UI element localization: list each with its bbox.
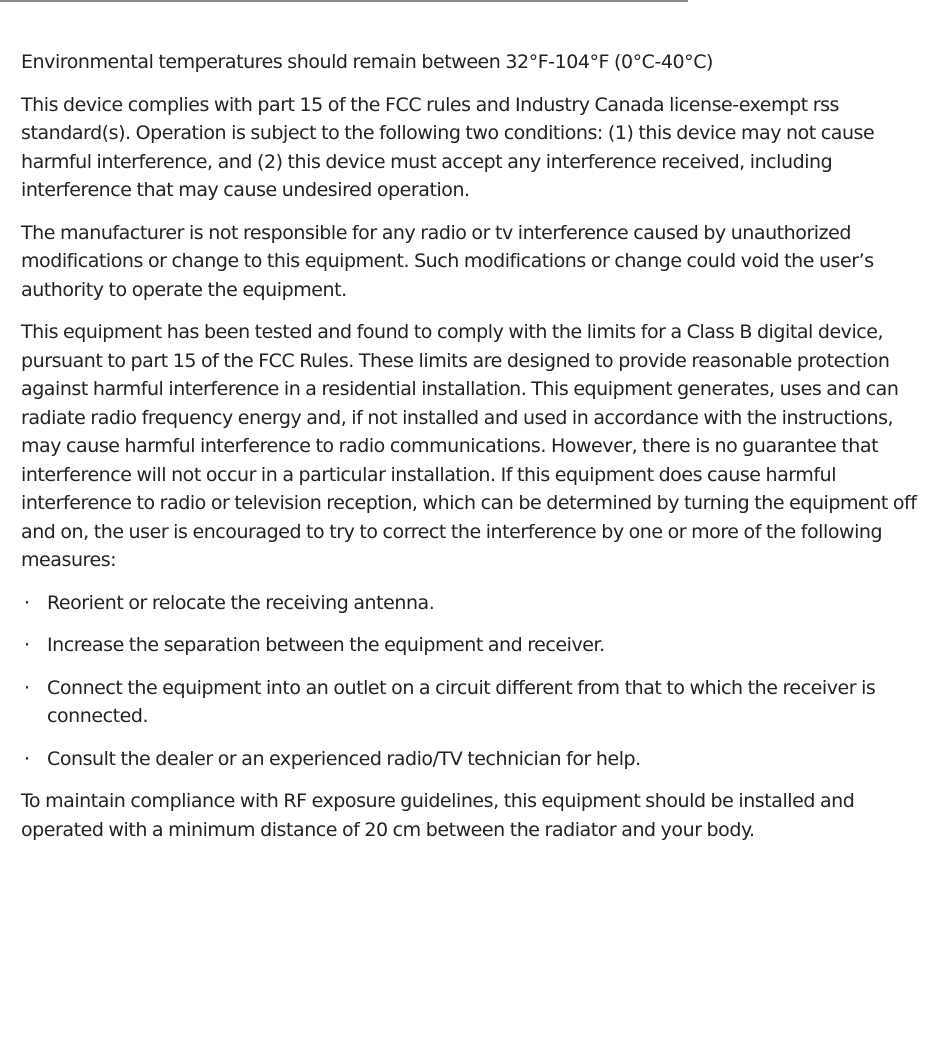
measure-text: Reorient or relocate the receiving antenna. — [47, 591, 435, 614]
measure-text: Connect the equipment into an outlet on a circuit different from that to which the receiver is connected. — [47, 676, 876, 727]
manufacturer-disclaimer: The manufacturer is not responsible for any radio or tv interference caused by unauthorized modifications or change to this equipment. Such modifications or change could void the user’s authority to operate the equipment. — [21, 221, 874, 301]
top-divider — [0, 0, 688, 2]
compliance-statement: This device complies with part 15 of the FCC rules and Industry Canada license-exempt rss standard(s). Operation is subject to the following two conditions: (1) this device may not cause harmful interference, and (2) this device must accept any interference received, including interference that may cause undesired operation. — [21, 93, 875, 201]
bullet-icon: · — [24, 676, 30, 699]
temperature-note: Environmental temperatures should remain between 32°F-104°F (0°C-40°C) — [21, 51, 714, 73]
measure-text: Consult the dealer or an experienced radio/TV technician for help. — [47, 747, 641, 770]
measure-text: Increase the separation between the equipment and receiver. — [47, 634, 605, 656]
list-item — [21, 589, 921, 618]
measures-list — [21, 589, 921, 774]
list-item — [21, 674, 921, 731]
bullet-icon: · — [24, 747, 30, 770]
bullet-icon: · — [24, 634, 30, 656]
rf-exposure-statement: To maintain compliance with RF exposure guidelines, this equipment should be installed and operated with a minimum distance of 20 cm between the radiator and your body. — [21, 790, 855, 841]
document-body — [21, 48, 921, 858]
list-item — [21, 745, 921, 774]
list-item — [21, 631, 921, 660]
bullet-icon: · — [24, 591, 30, 614]
class-b-statement: This equipment has been tested and found to comply with the limits for a Class B digital device, pursuant to part 15 of the FCC Rules. These limits are designed to provide reasonable protection against harmful interference in a residential installation. This equipment generates, uses and can radiate radio frequency energy and, if not installed and used in accordance with the instructions, may cause harmful interference to radio communications. However, there is no guarantee that interference will not occur in a particular installation. If this equipment does cause harmful interference to radio or television reception, which can be determined by turning the equipment off and on, the user is encouraged to try to correct the interference by one or more of the following measures: — [21, 321, 917, 571]
